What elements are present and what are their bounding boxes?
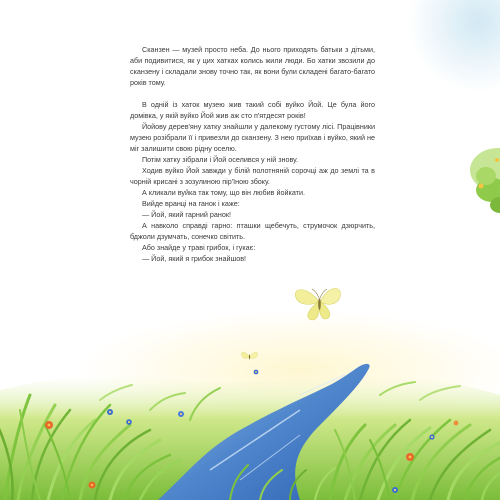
story-paragraph-2: В одній із хаток музею жив такий собі вуйко Йой. Це була його домівка, у якій вуйко Йой жив аж сто п'ятдесят років!: [130, 100, 375, 120]
flower-blue: [126, 419, 132, 425]
flower-orange: [45, 421, 53, 429]
flower-orange: [89, 482, 96, 489]
story-paragraph-8: А навколо справді гарно: пташки щебечуть, струмочок дзюрчить, бджоли дзумчать, сонечко світить.: [130, 221, 375, 241]
story-paragraph-3: Йойову дерев'яну хатку знайшли у далекому густому лісі. Працівники музею розібрали її і привезли до сканзену. З нею приїхав і вуйко, який не міг залишити свою рідну оселю.: [130, 122, 375, 153]
story-paragraph-6: А кликали вуйка так тому, що він любив йойкати.: [142, 188, 305, 197]
story-dialogue-2: — Йой, який я грибок знайшов!: [142, 254, 247, 263]
story-paragraph-1: Сканзен — музей просто неба. До нього приходять батьки з дітьми, аби подивитися, як у цих хатках колись жили люди. Бо хатки звозили до сканзену і складали знову точно так, як вони були складені багато-багато років тому.: [130, 45, 375, 87]
flower-blue: [107, 409, 113, 415]
sky-wash: [408, 0, 500, 92]
story-paragraph-4: Потім хатку зібрали і Йой оселився у ній знову.: [142, 155, 299, 164]
tree-foliage: [470, 148, 500, 213]
flower-orange: [454, 421, 459, 426]
flower-orange: [406, 453, 414, 461]
story-text: [130, 44, 375, 264]
story-dialogue-1: — Йой, який гарний ранок!: [142, 210, 231, 219]
flower-blue: [429, 434, 434, 439]
flower-blue: [254, 370, 259, 375]
flower-blue: [178, 411, 184, 417]
story-paragraph-9: Або знайде у траві грибок, і гукає:: [142, 243, 256, 252]
paragraph-spacer: [130, 88, 375, 99]
story-paragraph-7: Вийде вранці на ганок і каже:: [142, 199, 240, 208]
flower-blue: [392, 487, 398, 493]
story-paragraph-5: Ходив вуйко Йой завжди у білій полотняній сорочці аж до землі та в чорній крисані з зозулиною пір'їною збоку.: [130, 166, 375, 186]
